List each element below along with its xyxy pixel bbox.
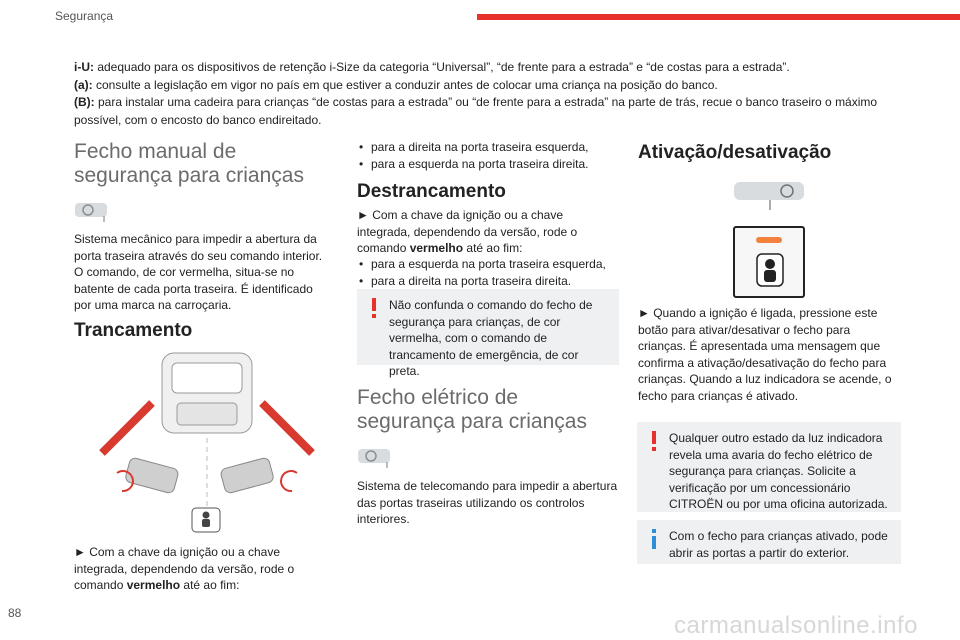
info-text: Com o fecho para crianças ativado, pode abrir as portas a partir do exterior. xyxy=(669,529,888,560)
info-note xyxy=(637,520,901,564)
unlocking-text-c: até ao fim: xyxy=(463,241,523,255)
warning-text: Qualquer outro estado da luz indicadora revela uma avaria do fecho elétrico de segurança para crianças. Solicite a verificação por um concessionário CITROËN ou por uma oficina autorizada. xyxy=(669,431,888,511)
warning-icon xyxy=(371,298,377,318)
locking-bullets xyxy=(357,139,619,172)
bullet-item: • para a direita na porta traseira esquerda, xyxy=(357,139,619,156)
unlocking-text-red: vermelho xyxy=(409,241,464,255)
info-icon xyxy=(651,529,657,549)
header-accent-bar xyxy=(477,14,960,20)
warning-icon xyxy=(651,431,657,451)
rear-door-lock-illustration xyxy=(92,343,322,533)
bullet-item: • para a esquerda na porta traseira esquerda, xyxy=(357,256,619,273)
a-label: (a): xyxy=(74,77,93,92)
locking-title: Trancamento xyxy=(74,320,193,341)
locking-text-a: ► Com a chave da ignição ou a chave integrada, dependendo da versão, rode o comando xyxy=(74,545,295,592)
electric-lock-title: Fecho elétrico de segurança para crianças xyxy=(357,386,587,433)
locking-instruction xyxy=(74,544,326,594)
iu-text: adequado para os dispositivos de retenção i-Size da categoria “Universal”, “de frente para a estrada” e “de costas para a estrada”. xyxy=(94,60,790,74)
warning-text: Não confunda o comando do fecho de segurança para crianças, de cor vermelha, com o comando de trancamento de emergência, de cor preta. xyxy=(389,298,593,378)
steering-wheel-icon xyxy=(74,200,110,224)
activation-text: ► Quando a ignição é ligada, pressione este botão para ativar/desativar o fecho para crianças. É apresentada uma mensagem que confirma a ativação/desativação do fecho para crianças. Quando a luz indicadora se acende, o fecho para crianças é ativado. xyxy=(638,306,892,403)
manual-lock-title: Fecho manual de segurança para crianças xyxy=(74,140,304,187)
bullet-item: • para a direita na porta traseira direita. xyxy=(357,273,619,290)
manual-lock-description: Sistema mecânico para impedir a abertura da porta traseira através do seu comando interior. O comando, de cor vermelha, situa-se no batente de cada porta traseira. É identificado por uma marca na carroçaria. xyxy=(74,232,323,312)
unlocking-title: Destrancamento xyxy=(357,181,506,202)
activation-title: Ativação/desativação xyxy=(638,142,832,163)
intro-notes xyxy=(74,59,904,129)
dashboard-wheel-icon xyxy=(732,180,808,212)
watermark: carmanualsonline.info xyxy=(674,612,918,639)
column-manual-lock xyxy=(74,140,324,188)
a-text: consulte a legislação em vigor no país em que estiver a conduzir antes de colocar uma criança na posição do banco. xyxy=(92,77,718,92)
indicator-light xyxy=(756,237,782,243)
section-title: Segurança xyxy=(55,9,114,23)
unlocking-bullets xyxy=(357,256,619,289)
bullet-item: • para a esquerda na porta traseira direita. xyxy=(357,156,619,173)
steering-wheel-icon xyxy=(357,446,393,470)
b-label: (B): xyxy=(74,95,95,109)
unlocking-instruction xyxy=(357,207,617,257)
child-lock-icon xyxy=(755,252,785,288)
page-number: 88 xyxy=(8,606,22,620)
iu-label: i-U: xyxy=(74,60,94,74)
electric-lock-description: Sistema de telecomando para impedir a abertura das portas traseiras utilizando os controlos interiores. xyxy=(357,479,618,526)
locking-text-red: vermelho xyxy=(126,578,181,592)
unlocking-text-a: ► Com a chave da ignição ou a chave integrada, dependendo da versão, rode o comando xyxy=(357,208,578,255)
warning-note-mechanical xyxy=(357,289,619,378)
warning-note-electric xyxy=(637,422,901,512)
locking-text-c: até ao fim: xyxy=(180,578,240,592)
child-lock-button[interactable] xyxy=(733,226,805,298)
b-text: para instalar uma cadeira para crianças “de costas para a estrada” ou “de frente para a estrada” na parte de trás, recue o banco traseiro o máximo possível, com o encosto do banco endireitado. xyxy=(74,95,878,127)
